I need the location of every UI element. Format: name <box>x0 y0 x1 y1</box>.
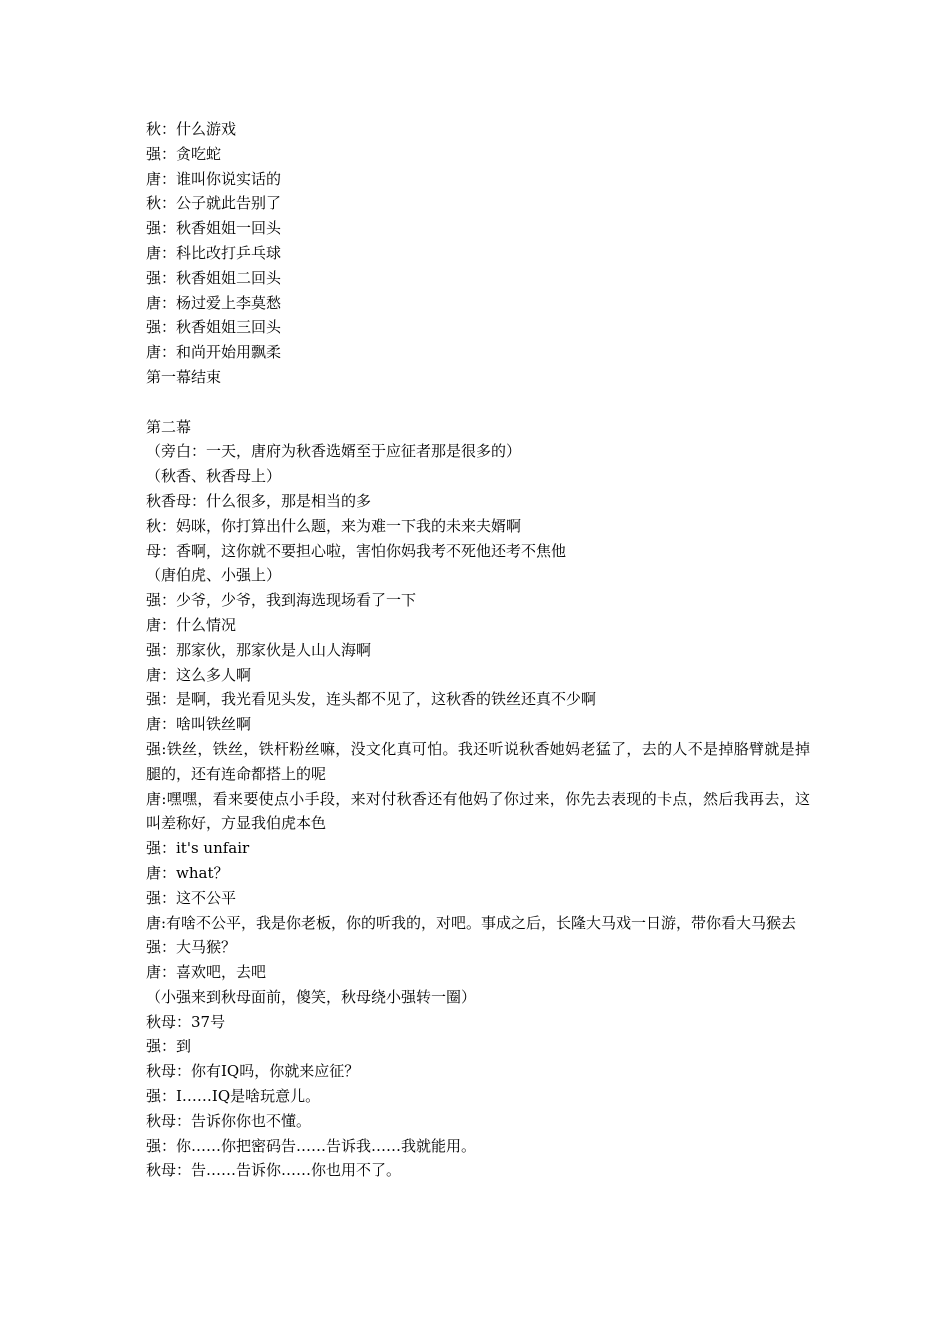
dialogue-line: 强：秋香姐姐二回头 <box>146 268 282 287</box>
dialogue-line: 唐：谁叫你说实话的 <box>146 169 282 188</box>
dialogue-line: 强：到 <box>146 1037 192 1056</box>
dialogue-line: 唐:嘿嘿，看来要使点小手段，来对付秋香还有他妈了你过来，你先去表现的卡点，然后我再去，这叫差称好，方显我伯虎本色 <box>146 789 810 833</box>
dialogue-line: 强：秋香姐姐一回头 <box>146 219 282 238</box>
dialogue-line: 唐：杨过爱上李莫愁 <box>146 293 282 312</box>
dialogue-line: 强：那家伙，那家伙是人山人海啊 <box>146 640 372 659</box>
dialogue-line: 唐：和尚开始用飘柔 <box>146 343 282 362</box>
dialogue-line: 唐：这么多人啊 <box>146 665 252 684</box>
dialogue-line: 秋母：37号 <box>146 1012 226 1031</box>
dialogue-line: 母：香啊，这你就不要担心啦，害怕你妈我考不死他还考不焦他 <box>146 541 567 560</box>
dialogue-line: 唐：什么情况 <box>146 615 237 634</box>
dialogue-line: 秋：妈咪，你打算出什么题，来为难一下我的未来夫婿啊 <box>146 516 522 535</box>
act-end-heading: 第一幕结束 <box>146 367 222 386</box>
dialogue-line: 强：你……你把密码告……告诉我……我就能用。 <box>146 1136 477 1155</box>
dialogue-line: 强：是啊，我光看见头发，连头都不见了，这秋香的铁丝还真不少啊 <box>146 690 597 709</box>
dialogue-line: 唐：科比改打乒乓球 <box>146 243 282 262</box>
dialogue-line: 强：少爷，少爷，我到海选现场看了一下 <box>146 591 417 610</box>
stage-direction: （旁白：一天，唐府为秋香选婿至于应征者那是很多的） <box>146 442 522 461</box>
dialogue-line: 强：I……IQ是啥玩意儿。 <box>146 1087 321 1106</box>
dialogue-line: 秋母：告诉你你也不懂。 <box>146 1111 312 1130</box>
dialogue-line: 唐：what？ <box>146 863 229 882</box>
stage-direction: （秋香、秋香母上） <box>146 467 282 486</box>
act-heading: 第二幕 <box>146 417 192 436</box>
dialogue-line: 秋：公子就此告别了 <box>146 194 282 213</box>
dialogue-line: 秋母：告……告诉你……你也用不了。 <box>146 1161 402 1180</box>
blank-line <box>146 390 810 415</box>
dialogue-line: 强：贪吃蛇 <box>146 144 222 163</box>
dialogue-line: 强：it's unfair <box>146 839 250 858</box>
dialogue-line: 秋母：你有IQ吗，你就来应征？ <box>146 1062 360 1081</box>
stage-direction: （小强来到秋母面前，傻笑，秋母绕小强转一圈） <box>146 987 477 1006</box>
stage-direction: （唐伯虎、小强上） <box>146 566 282 585</box>
dialogue-line: 秋香母：什么很多，那是相当的多 <box>146 491 372 510</box>
dialogue-line: 强:铁丝，铁丝，铁杆粉丝嘛，没文化真可怕。我还听说秋香她妈老猛了，去的人不是掉胳臂就是掉腿的，还有连命都搭上的呢 <box>146 739 810 783</box>
dialogue-line: 强：大马猴？ <box>146 938 237 957</box>
dialogue-line: 秋：什么游戏 <box>146 120 237 138</box>
dialogue-line: 唐:有啥不公平，我是你老板，你的听我的，对吧。事成之后，长隆大马戏一日游，带你看大马猴去 <box>146 913 797 932</box>
dialogue-line: 唐：喜欢吧，去吧 <box>146 963 267 982</box>
dialogue-line: 唐：啥叫铁丝啊 <box>146 715 252 734</box>
dialogue-line: 强：秋香姐姐三回头 <box>146 318 282 337</box>
dialogue-line: 强：这不公平 <box>146 888 237 907</box>
script-text-body <box>146 117 810 1183</box>
